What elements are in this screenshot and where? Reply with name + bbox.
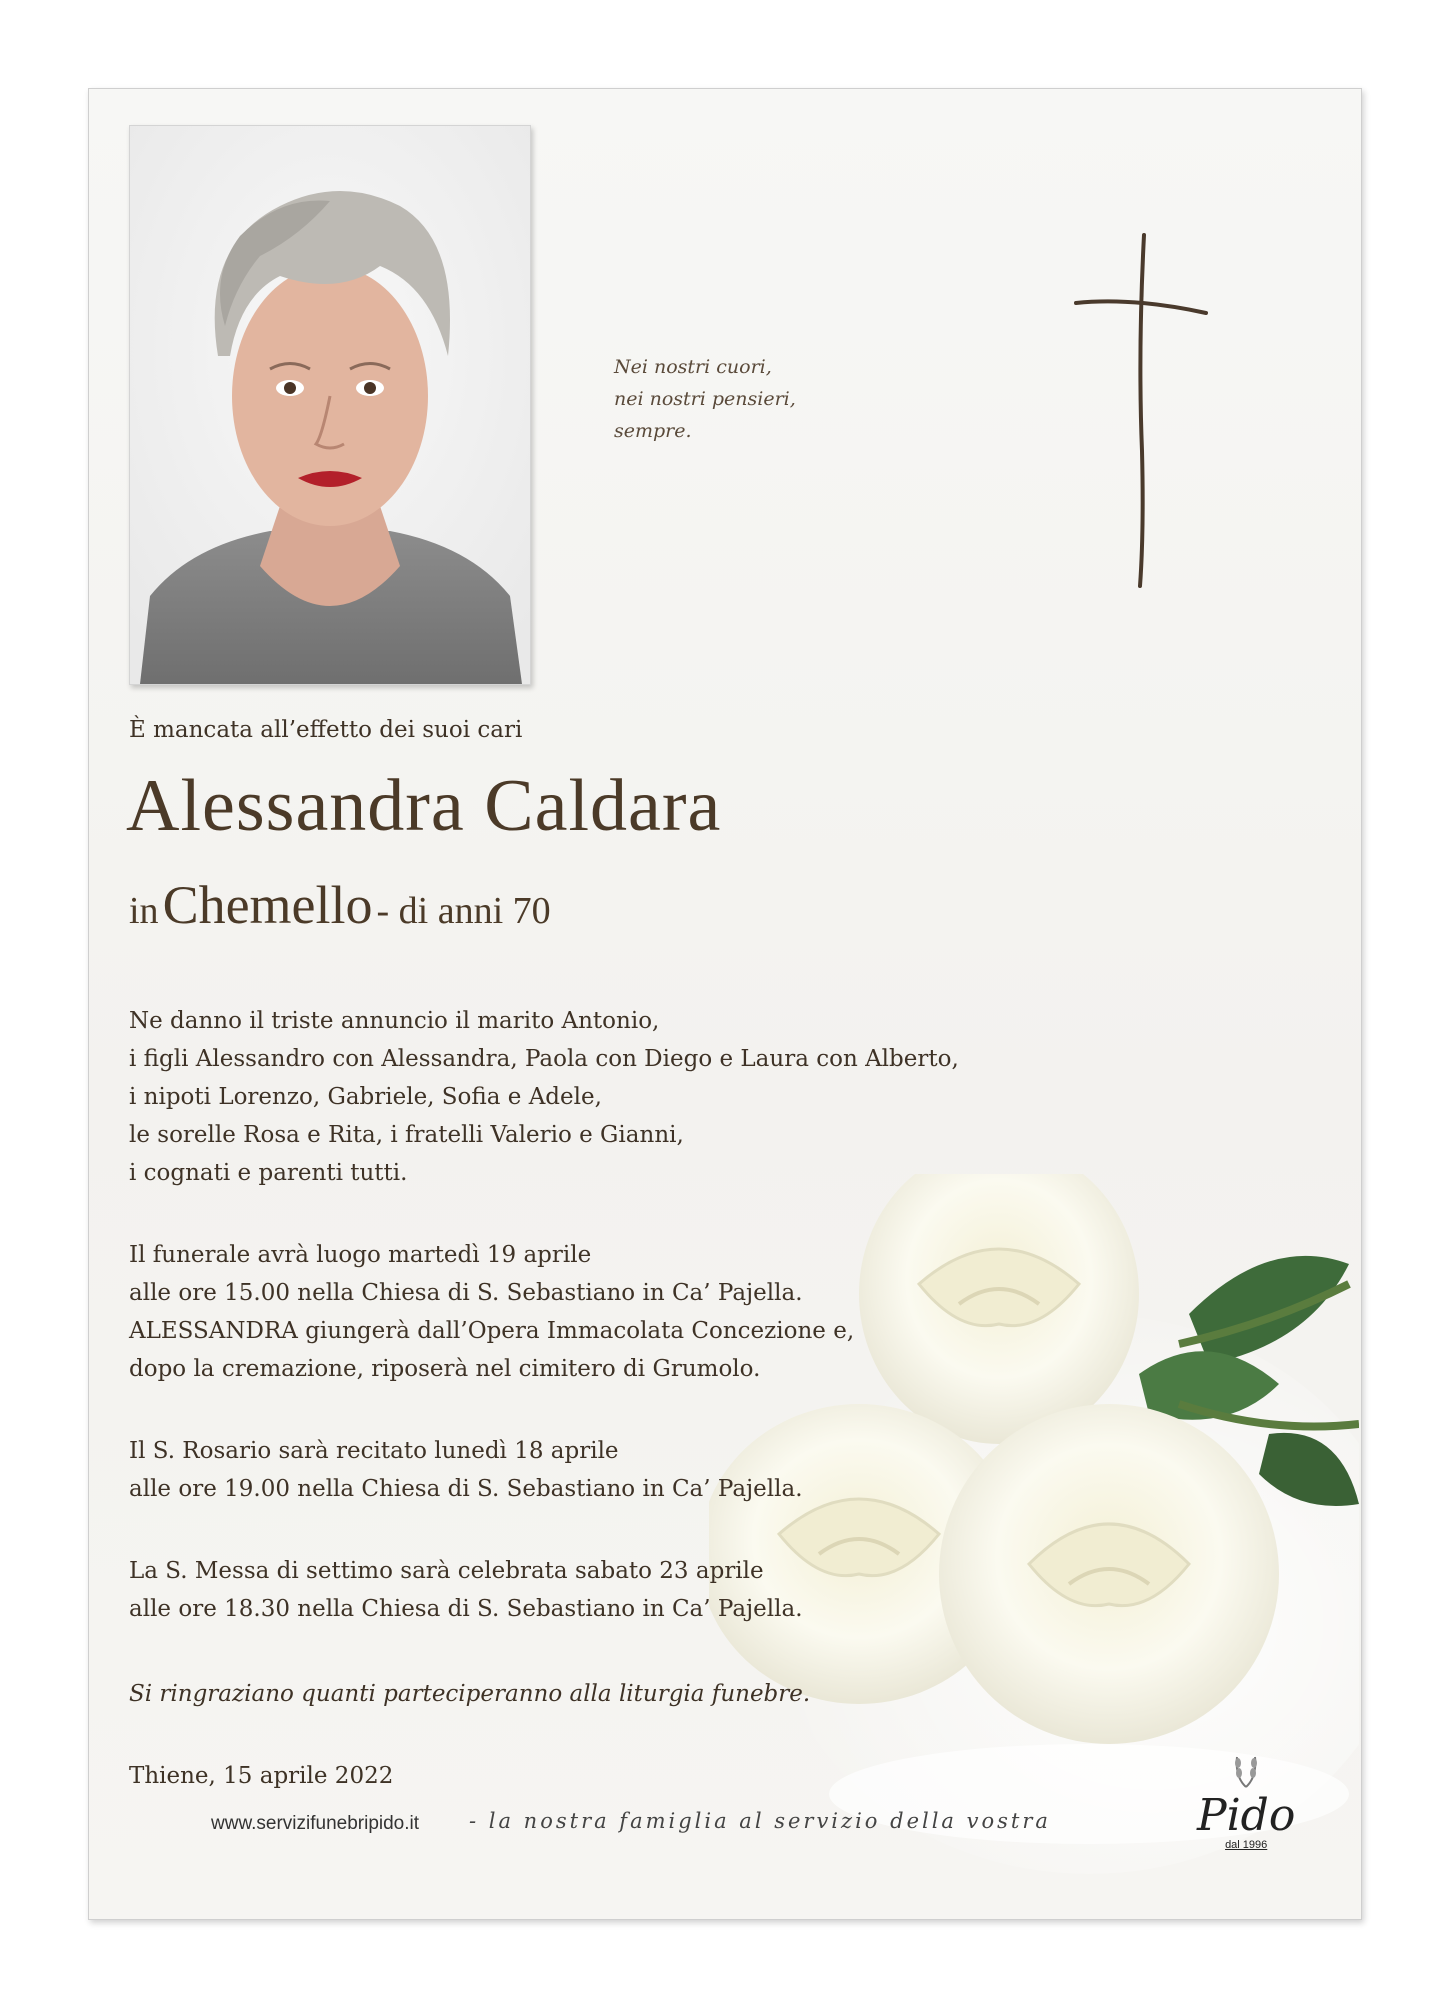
mass-line: La S. Messa di settimo sarà celebrata sabato 23 aprile xyxy=(129,1558,764,1584)
memorial-quote xyxy=(614,351,796,447)
announcement-line: i nipoti Lorenzo, Gabriele, Sofia e Adele, xyxy=(129,1084,602,1110)
mass-line: alle ore 18.30 nella Chiesa di S. Sebastiano in Ca’ Pajella. xyxy=(129,1596,803,1622)
quote-line: sempre. xyxy=(614,420,692,442)
logo-name: Pido xyxy=(1197,1790,1296,1841)
quote-line: nei nostri pensieri, xyxy=(614,388,796,410)
funeral-line: Il funerale avrà luogo martedì 19 aprile xyxy=(129,1242,592,1268)
announcement-line: i cognati e parenti tutti. xyxy=(129,1160,408,1186)
announcement-block xyxy=(129,1002,959,1192)
funeral-line: ALESSANDRA giungerà dall’Opera Immacolata Concezione e, xyxy=(129,1318,855,1344)
intro-line: È mancata all’effetto dei suoi cari xyxy=(129,717,523,743)
pido-logo xyxy=(1197,1749,1295,1851)
place-date: Thiene, 15 aprile 2022 xyxy=(129,1763,394,1789)
funeral-block xyxy=(129,1236,854,1388)
announcement-line: le sorelle Rosa e Rita, i fratelli Valerio e Gianni, xyxy=(129,1122,684,1148)
quote-line: Nei nostri cuori, xyxy=(614,356,772,378)
funeral-line: alle ore 15.00 nella Chiesa di S. Sebastiano in Ca’ Pajella. xyxy=(129,1280,803,1306)
rosary-block xyxy=(129,1432,803,1508)
deceased-name: Alessandra Caldara xyxy=(126,765,722,847)
married-name-line xyxy=(129,874,551,936)
portrait-photo xyxy=(129,125,531,685)
rosary-line: Il S. Rosario sarà recitato lunedì 18 aprile xyxy=(129,1438,619,1464)
laurel-icon xyxy=(1229,1749,1263,1789)
funeral-line: dopo la cremazione, riposerà nel cimitero di Grumolo. xyxy=(129,1356,761,1382)
logo-since: dal 1996 xyxy=(1225,1839,1268,1851)
footer-slogan: - la nostra famiglia al servizio della vostra xyxy=(469,1809,1051,1833)
announcement-line: Ne danno il triste annuncio il marito Antonio, xyxy=(129,1008,660,1034)
announcement-line: i figli Alessandro con Alessandra, Paola con Diego e Laura con Alberto, xyxy=(129,1046,959,1072)
mass-block xyxy=(129,1552,803,1628)
rosary-line: alle ore 19.00 nella Chiesa di S. Sebastiano in Ca’ Pajella. xyxy=(129,1476,803,1502)
married-prefix: in xyxy=(129,890,159,932)
age-text: - di anni 70 xyxy=(376,890,551,932)
portrait-illustration xyxy=(130,126,530,684)
thanks-line: Si ringraziano quanti parteciperanno alla liturgia funebre. xyxy=(129,1681,811,1707)
cross-icon xyxy=(1072,231,1212,591)
website-link[interactable]: www.servizifunebripido.it xyxy=(211,1813,420,1834)
married-name: Chemello xyxy=(162,875,373,935)
obituary-sheet xyxy=(88,88,1362,1920)
